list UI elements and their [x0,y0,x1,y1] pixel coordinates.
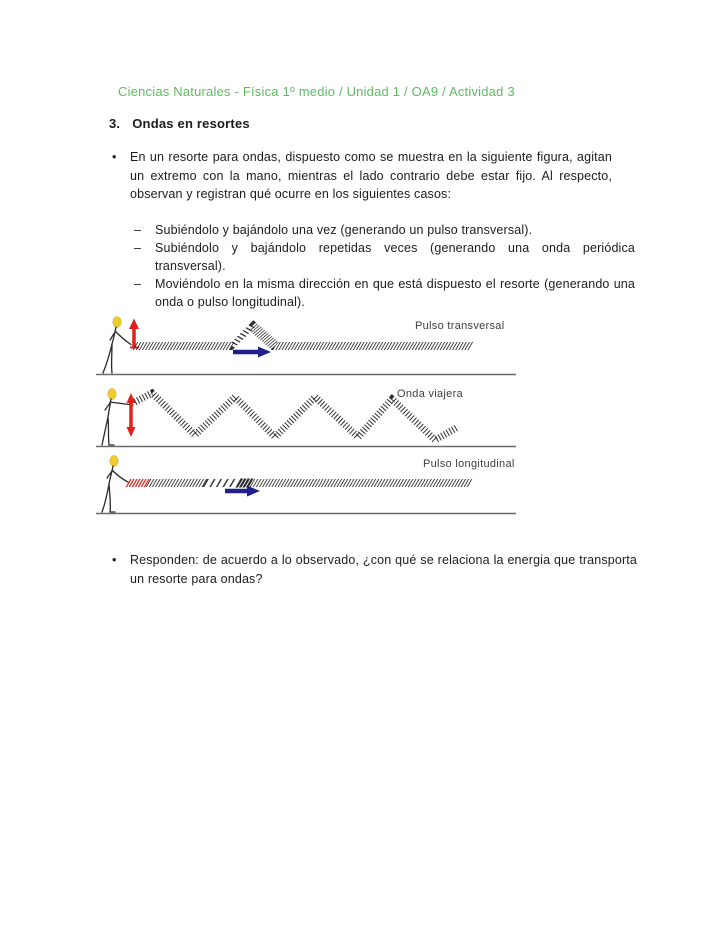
cases-list [134,221,635,311]
doc-header-title: Ciencias Naturales - Física 1º medio / Unidad 1 / OA9 / Actividad 3 [118,84,515,99]
figure-traveling-wave [95,384,520,448]
dash-icon: – [134,241,142,255]
propagation-arrow-icon [233,347,271,358]
person-figure [102,399,133,445]
section-number: 3. [109,116,121,131]
list-item [134,221,635,239]
list-item [134,275,635,311]
figure-label: Pulso transversal [415,320,505,332]
figure-label: Onda viajera [397,388,463,400]
spring-coil [135,393,458,440]
person-figure [102,466,128,512]
section-heading [109,116,250,131]
bullet-icon: • [112,150,117,164]
case-text: Moviéndolo en la misma dirección en que está dispuesto el resorte (generando una onda o pulso longitudinal). [155,277,635,309]
propagation-arrow-icon [225,486,260,497]
intro-paragraph: En un resorte para ondas, dispuesto como se muestra en la siguiente figura, agitan un extremo con la mano, mientras el lado contrario debe estar fijo. Al respecto, observan y registran qué ocurre en los siguientes casos: [130,150,612,201]
question-paragraph: Responden: de acuerdo a lo observado, ¿con qué se relaciona la energia que transporta un resorte para ondas? [130,553,637,586]
person-head [110,456,118,467]
figure-label: Pulso longitudinal [423,458,515,470]
dash-icon: – [134,277,142,291]
case-text: Subiéndolo y bajándolo una vez (generando un pulso transversal). [155,223,533,237]
list-item [134,239,635,275]
figure-longitudinal-pulse [95,452,520,516]
person-head [113,317,121,328]
section-title: Ondas en resortes [132,116,250,131]
person-head [108,389,116,400]
figure-transverse-pulse [95,313,520,377]
person-figure [103,327,131,373]
bullet-icon: • [112,553,117,567]
case-text: Subiéndolo y bajándolo repetidas veces (generando una onda periódica transversal). [155,241,635,273]
dash-icon: – [134,223,142,237]
